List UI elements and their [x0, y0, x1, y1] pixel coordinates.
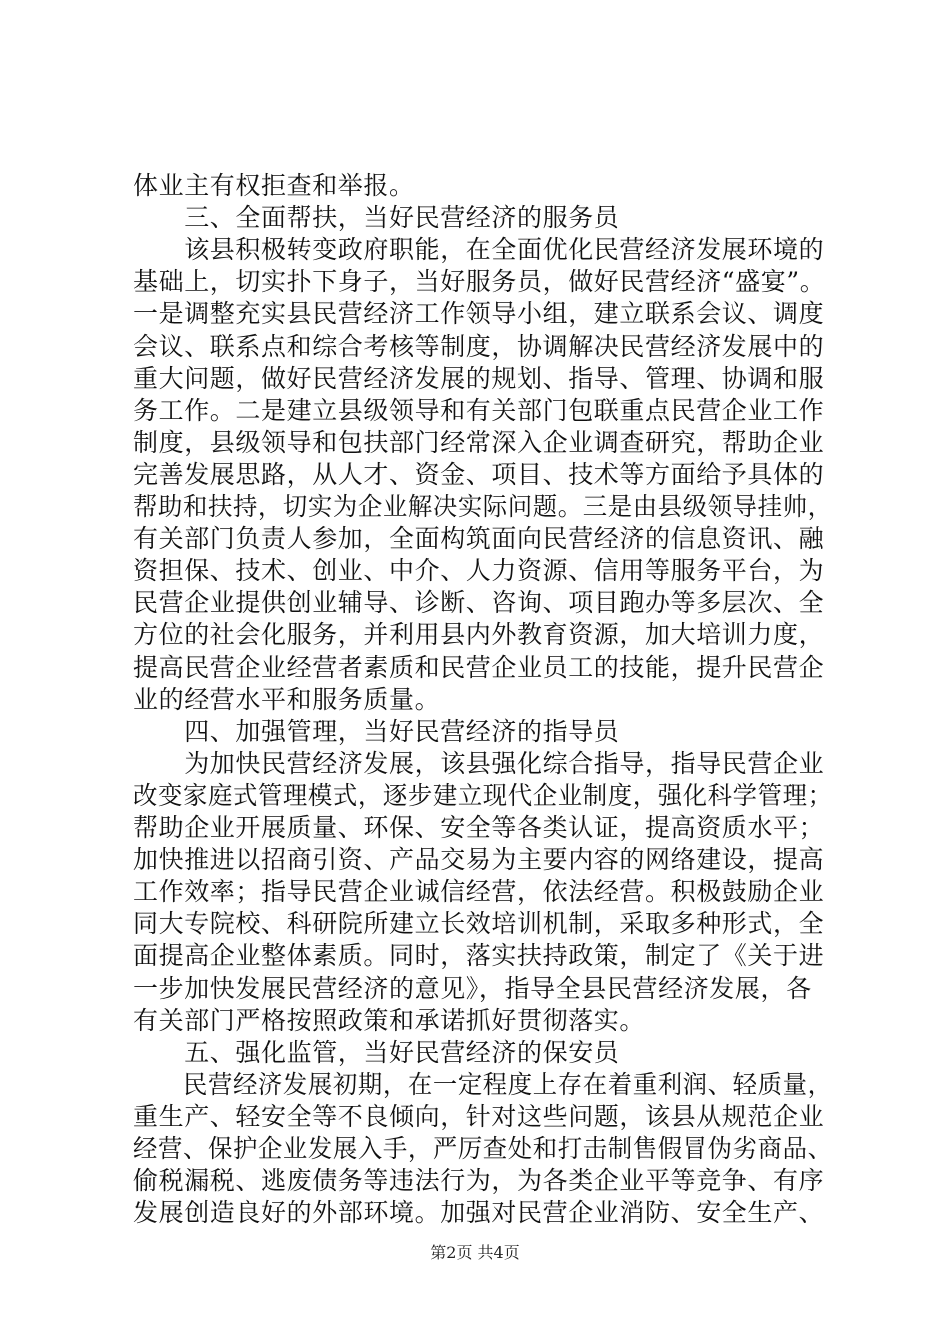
- text-line: 偷税漏税、逃废债务等违法行为，为各类企业平等竞争、有序: [133, 1166, 825, 1196]
- text-line: 一步加快发展民营经济的意见》，指导全县民营经济发展，各: [133, 973, 812, 1003]
- text-line: 发展创造良好的外部环境。加强对民营企业消防、安全生产、: [133, 1198, 825, 1228]
- page-footer: 第2页 共4页: [430, 1243, 520, 1262]
- text-line: 民营企业提供创业辅导、诊断、咨询、项目跑办等多层次、全: [133, 588, 825, 618]
- section-heading: 四、加强管理，当好民营经济的指导员: [133, 716, 620, 746]
- text-line: 加快推进以招商引资、产品交易为主要内容的网络建设，提高: [133, 845, 825, 875]
- text-line: 帮助和扶持，切实为企业解决实际问题。三是由县级领导挂帅，: [133, 492, 833, 521]
- text-line: 改变家庭式管理模式，逐步建立现代企业制度，强化科学管理；: [133, 780, 833, 810]
- text-line: 有关部门严格按照政策和承诺抓好贯彻落实。: [133, 1005, 646, 1035]
- text-line: 基础上，切实扑下身子，当好服务员，做好民营经济“盛宴”。: [133, 267, 826, 297]
- text-line: 帮助企业开展质量、环保、安全等各类认证，提高资质水平；: [133, 813, 825, 842]
- text-line: 会议、联系点和综合考核等制度，协调解决民营经济发展中的: [133, 331, 825, 361]
- section-heading: 五、强化监管，当好民营经济的保安员: [133, 1037, 620, 1067]
- text-line: 体业主有权拒查和举报。: [133, 171, 415, 200]
- text-line: 经营、保护企业发展入手，严厉查处和打击制售假冒伪劣商品、: [133, 1134, 833, 1163]
- text-line: 面提高企业整体素质。同时，落实扶持政策，制定了《关于进: [133, 941, 825, 971]
- text-line: 同大专院校、科研院所建立长效培训机制，采取多种形式，全: [133, 909, 825, 939]
- section-heading: 三、全面帮扶，当好民营经济的服务员: [133, 203, 620, 233]
- text-line: 一是调整充实县民营经济工作领导小组，建立联系会议、调度: [133, 299, 825, 329]
- text-line: 重大问题，做好民营经济发展的规划、指导、管理、协调和服: [133, 363, 825, 393]
- text-line: 提高民营企业经营者素质和民营企业员工的技能，提升民营企: [133, 652, 825, 682]
- text-line: 有关部门负责人参加，全面构筑面向民营经济的信息资讯、融: [133, 524, 825, 554]
- text-line: 方位的社会化服务，并利用县内外教育资源，加大培训力度，: [133, 620, 825, 650]
- text-line: 民营经济发展初期，在一定程度上存在着重利润、轻质量，: [133, 1069, 833, 1099]
- text-line: 业的经营水平和服务质量。: [133, 684, 441, 714]
- text-line: 该县积极转变政府职能，在全面优化民营经济发展环境的: [133, 235, 825, 265]
- text-line: 工作效率；指导民营企业诚信经营，依法经营。积极鼓励企业: [133, 877, 825, 907]
- text-line: 为加快民营经济发展，该县强化综合指导，指导民营企业: [133, 748, 825, 778]
- text-line: 完善发展思路，从人才、资金、项目、技术等方面给予具体的: [133, 459, 825, 489]
- text-line: 重生产、轻安全等不良倾向，针对这些问题，该县从规范企业: [133, 1101, 825, 1131]
- text-line: 务工作。二是建立县级领导和有关部门包联重点民营企业工作: [133, 395, 825, 425]
- text-line: 制度，县级领导和包扶部门经常深入企业调查研究，帮助企业: [133, 427, 825, 457]
- text-line: 资担保、技术、创业、中介、人力资源、信用等服务平台，为: [133, 556, 825, 586]
